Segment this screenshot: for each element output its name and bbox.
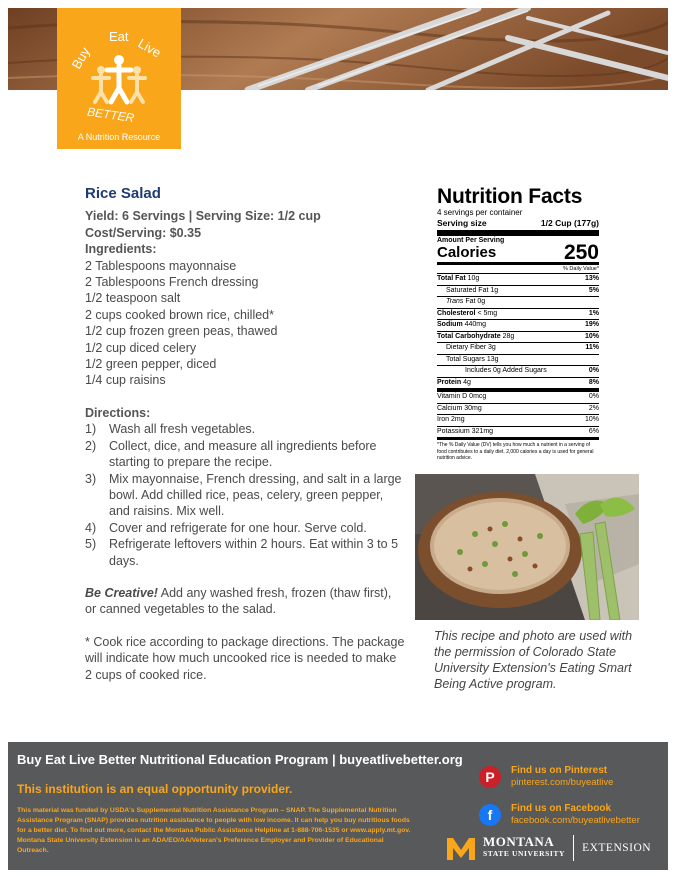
nutrient-row: Total Carbohydrate 28g 10% [437,332,599,344]
direction-text: Wash all fresh vegetables. [109,422,256,437]
msu-extension-label: EXTENSION [582,842,652,854]
direction-text: Refrigerate leftovers within 2 hours. Eat within 3 to 5 days. [109,537,399,568]
calories-row [437,241,599,265]
logo-figures-icon [57,8,181,132]
msu-separator [573,835,574,861]
calories-label: Calories [437,244,497,261]
recipe-cost: Cost/Serving: $0.35 [85,225,202,240]
direction-number: 3) [85,471,97,486]
recipe-yield: Yield: 6 Servings | Serving Size: 1/2 cup [85,209,321,224]
nutrition-facts-title: Nutrition Facts [437,185,583,208]
ingredients-list [85,258,405,389]
funding-statement: This material was funded by USDA's Supplemental Nutrition Assistance Program – SNAP. The Supplemental Nutrition Assistance Program (SNAP) provides nutrition assistance to people with low income. It can help you buy nutritious foods for a better diet. To find out more, contact the Montana Public Assistance Helpline at 1-888-706-1535 or www.apply.mt.gov. Montana State University Extension is an ADA/EO/AA/Veteran's Preference Employer and Provider of Educational Outreach. [17,807,411,854]
ingredient-item: 2 cups cooked brown rice, chilled* [85,307,274,322]
direction-step [85,438,405,471]
logo-word-eat: Eat [109,29,129,44]
ingredient-item: 1/2 cup diced celery [85,340,197,355]
nutrient-row: Trans Fat 0g [437,297,599,309]
ingredients-heading: Ingredients: [85,242,157,257]
direction-text: Cover and refrigerate for one hour. Serve cold. [109,520,367,535]
photo-caption: This recipe and photo are used with the permission of Colorado State University Extension's Eating Smart Being Active program. [434,629,633,691]
vitamin-row: Iron 2mg 10% [437,415,599,427]
direction-number: 1) [85,422,97,437]
nutrient-row: Dietary Fiber 3g 11% [437,343,599,355]
logo-word-better: BETTER [86,104,136,126]
ingredient-item: 1/2 teaspoon salt [85,291,181,306]
nutrient-row: Saturated Fat 1g 5% [437,286,599,298]
rice-note: * Cook rice according to package directions. The package will indicate how much uncooked rice is needed to make 2 cups of cooked rice. [85,634,405,682]
msu-name-line2: STATE UNIVERSITY [483,849,566,858]
rice-salad-image [415,474,639,620]
direction-number: 2) [85,438,97,453]
direction-number: 5) [85,537,97,552]
be-creative-label: Be Creative! [85,585,158,600]
amount-per-serving: Amount Per Serving [437,237,505,244]
footer [8,742,668,870]
nutrient-row: Includes 0g Added Sugars 0% [437,366,599,378]
vitamin-row: Vitamin D 0mcg 0% [437,392,599,404]
be-creative-text: Add any washed fresh, frozen (thaw first), or canned vegetables to the salad. [85,585,392,617]
vitamin-row: Calcium 30mg 2% [437,404,599,416]
recipe-title: Rice Salad [85,185,161,202]
msu-name-line1: MONTANA [483,834,555,849]
rice-salad-photo [415,474,639,620]
buy-eat-live-better-logo [57,8,181,149]
msu-m-icon [445,834,477,862]
pinterest-url[interactable]: pinterest.com/buyeatlive [511,777,614,788]
serving-size-value: 1/2 Cup (177g) [540,218,599,228]
ingredient-item: 1/4 cup raisins [85,373,166,388]
direction-step [85,471,405,520]
ingredient-item: 2 Tablespoons mayonnaise [85,258,237,273]
pinterest-link[interactable] [479,764,613,789]
nutrient-row: Cholesterol < 5mg 1% [437,309,599,321]
vitamin-row: Potassium 321mg 6% [437,427,599,435]
serving-size-row [437,218,599,236]
direction-step [85,520,405,536]
equal-opportunity-statement: This institution is an equal opportunity provider. [17,782,293,796]
direction-text: Mix mayonnaise, French dressing, and salt in a large bowl. Add chilled rice, peas, celery, green pepper, and raisins. Mix well. [109,471,402,519]
facebook-url[interactable]: facebook.com/buyeatlivebetter [511,815,640,826]
nutrient-row: Total Sugars 13g [437,355,599,367]
nutrient-row: Total Fat 10g 13% [437,274,599,286]
pinterest-icon: P [479,766,501,788]
facebook-title: Find us on Facebook [511,803,612,814]
nutrition-facts-label [437,186,599,462]
direction-text: Collect, dice, and measure all ingredients before starting to prepare the recipe. [109,438,377,470]
daily-value-footnote: *The % Daily Value (DV) tells you how much a nutrient in a serving of food contributes to a daily diet. 2,000 calories a day is used for general nutrition advice. [437,442,594,461]
nutrient-row: Protein 4g 8% [437,378,599,393]
msu-extension-logo [445,834,651,862]
directions-list [85,421,405,569]
facebook-icon: f [479,804,501,826]
logo-caption: A Nutrition Resource [77,132,161,142]
footer-title: Buy Eat Live Better Nutritional Education Program | buyeatlivebetter.org [17,752,463,767]
facebook-link[interactable] [479,802,640,827]
nutrient-row: Sodium 440mg 19% [437,320,599,332]
daily-value-header: % Daily Value* [437,265,599,274]
logo-word-buy: Buy [68,44,93,72]
direction-step [85,421,405,437]
ingredient-item: 1/2 cup frozen green peas, thawed [85,324,278,339]
be-creative-tip [85,585,405,618]
pinterest-title: Find us on Pinterest [511,765,608,776]
direction-step [85,536,405,569]
recipe-section [85,186,405,683]
calories-value: 250 [563,241,599,264]
servings-per-container: 4 servings per container [437,208,523,217]
logo-word-live: Live [135,35,164,61]
serving-size-label: Serving size [437,218,487,228]
ingredient-item: 2 Tablespoons French dressing [85,275,259,290]
directions-heading: Directions: [85,405,151,420]
ingredient-item: 1/2 green pepper, diced [85,357,217,372]
direction-number: 4) [85,520,97,535]
